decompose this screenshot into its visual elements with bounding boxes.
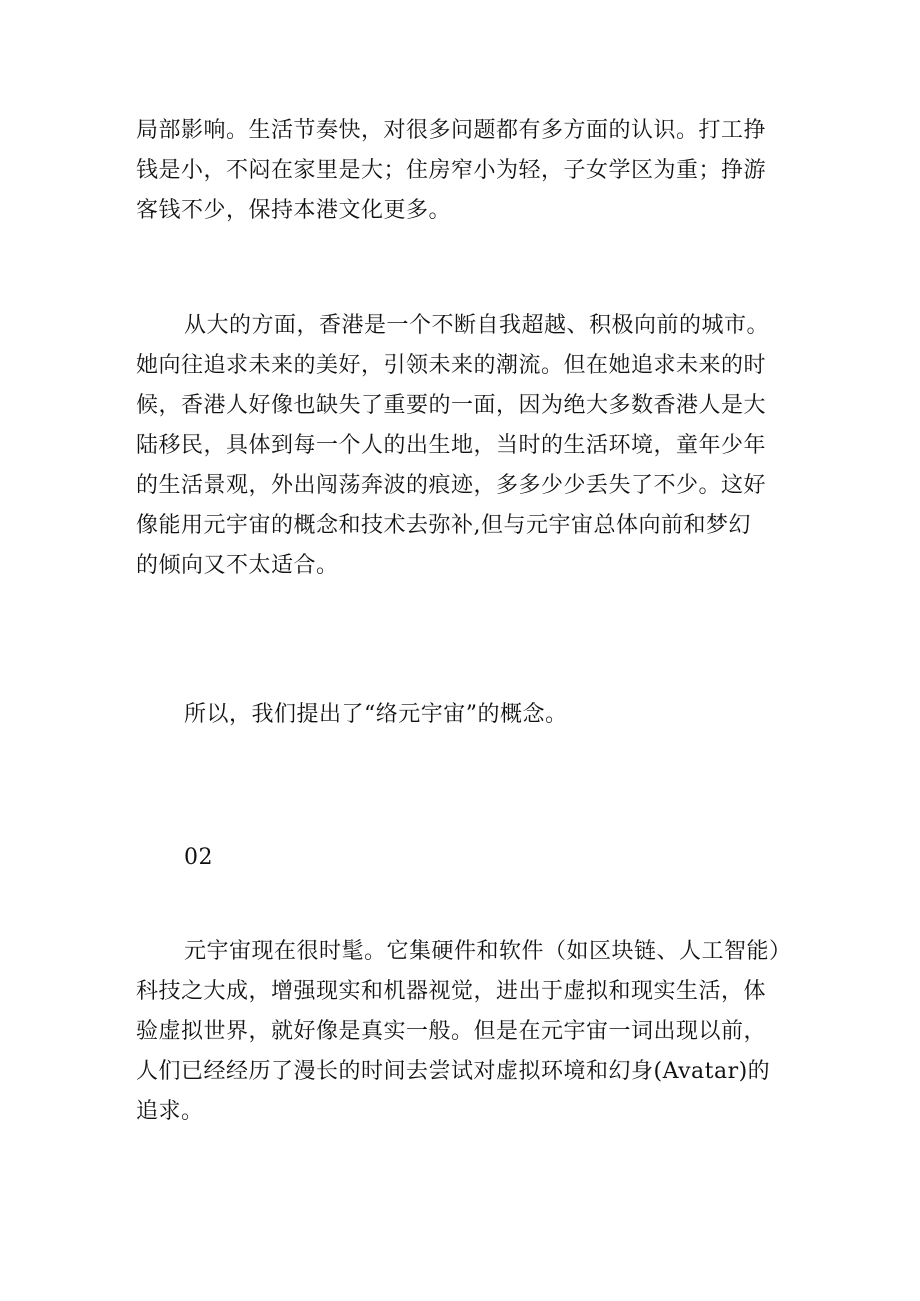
paragraph-line: 钱是小，不闷在家里是大；住房窄小为轻，子女学区为重；挣游 <box>136 158 767 183</box>
paragraph-line: 候，香港人好像也缺失了重要的一面，因为绝大多数香港人是大 <box>136 393 767 418</box>
paragraph-line: 像能用元宇宙的概念和技术去弥补,但与元宇宙总体向前和梦幻 <box>136 513 751 538</box>
paragraph-line: 她向往追求未来的美好，引领未来的潮流。但在她追求未来的时 <box>136 353 767 378</box>
paragraph-line: 从大的方面，香港是一个不断自我超越、积极向前的城市。 <box>184 313 770 338</box>
paragraph-1 <box>136 111 796 231</box>
paragraph-line: 所以，我们提出了“络元宇宙”的概念。 <box>184 702 568 727</box>
paragraph-line: 验虚拟世界，就好像是真实一般。但是在元宇宙一词出现以前， <box>136 1019 767 1044</box>
paragraph-line: 元宇宙现在很时髦。它集硬件和软件（如区块链、人工智能） <box>184 939 792 964</box>
paragraph-line: 客钱不少，保持本港文化更多。 <box>136 198 452 223</box>
paragraph-line: 的生活景观，外出闯荡奔波的痕迹，多多少少丢失了不少。这好 <box>136 473 767 498</box>
section-number <box>136 838 796 878</box>
paragraph-line: 追求。 <box>136 1099 204 1124</box>
paragraph-2 <box>136 306 796 586</box>
paragraph-line: 人们已经经历了漫长的时间去尝试对虚拟环境和幻身(Avatar)的 <box>136 1059 771 1084</box>
paragraph-line: 局部影响。生活节奏快，对很多问题都有多方面的认识。打工挣 <box>136 118 767 143</box>
section-number-text: 02 <box>184 845 213 870</box>
paragraph-line: 陆移民，具体到每一个人的出生地，当时的生活环境，童年少年 <box>136 433 767 458</box>
paragraph-3 <box>136 695 796 735</box>
paragraph-line: 的倾向又不太适合。 <box>136 553 339 578</box>
section-paragraph <box>136 932 796 1132</box>
paragraph-line: 科技之大成，增强现实和机器视觉，进出于虚拟和现实生活，体 <box>136 979 767 1004</box>
